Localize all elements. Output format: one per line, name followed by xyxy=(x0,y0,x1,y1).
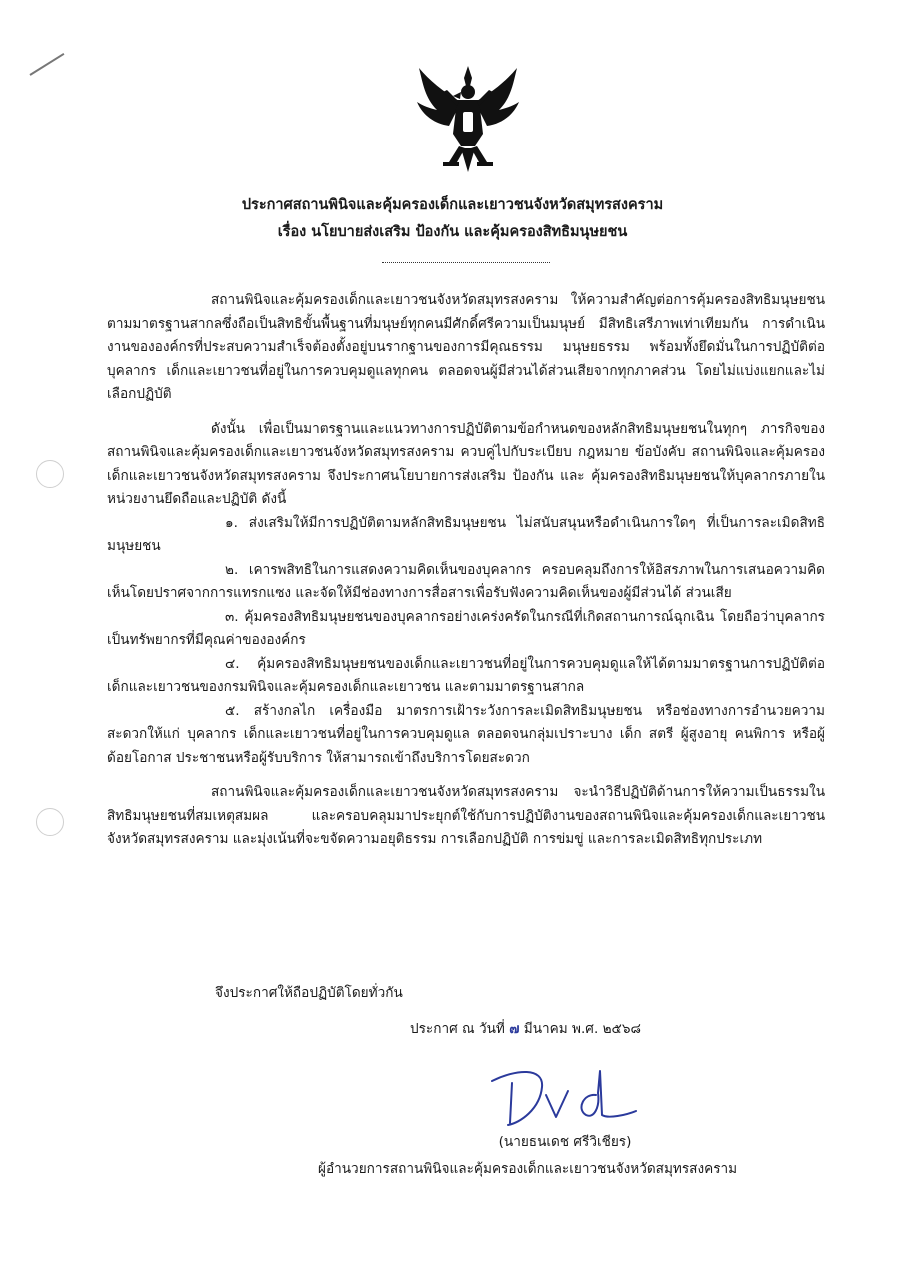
document-title: ประกาศสถานพินิจและคุ้มครองเด็กและเยาวชนจังหวัดสมุทรสงคราม xyxy=(241,197,664,213)
policy-item-5: ๕. สร้างกลไก เครื่องมือ มาตรการเฝ้าระวังการละเมิดสิทธิมนุษยชน หรือช่องทางการอำนวยความสะดวกให้แก่ บุคลากร เด็กและเยาวชนที่อยู่ในการควบคุมดูแล ตลอดจนกลุ่มเปราะบาง เด็ก สตรี ผู้สูงอายุ คนพิการ หรือผู้ด้อยโอกาส ประชาชนหรือผู้รับบริการ ให้สามารถเข้าถึงบริการโดยสะดวก xyxy=(107,702,825,766)
signer-name: (นายธนเดช ศรีวิเชียร) xyxy=(498,1134,632,1150)
date-prefix: ประกาศ ณ วันที่ xyxy=(410,1021,505,1037)
announce-line: จึงประกาศให้ถือปฏิบัติโดยทั่วกัน xyxy=(215,985,403,1001)
policy-item-3: ๓. คุ้มครองสิทธิมนุษยชนของบุคลากรอย่างเคร่งครัดในกรณีที่เกิดสถานการณ์ฉุกเฉิน โดยถือว่าบุคลากรเป็นทรัพยากรที่มีคุณค่าขององค์กร xyxy=(107,608,825,648)
signer-position: ผู้อำนวยการสถานพินิจและคุ้มครองเด็กและเยาวชนจังหวัดสมุทรสงคราม xyxy=(318,1161,738,1177)
punch-hole-upper xyxy=(36,460,64,488)
document-body xyxy=(107,289,825,852)
date-month-year: มีนาคม พ.ศ. ๒๕๖๘ xyxy=(523,1021,641,1037)
policy-item-1: ๑. ส่งเสริมให้มีการปฏิบัติตามหลักสิทธิมนุษยชน ไม่สนับสนุนหรือดำเนินการใดๆ ที่เป็นการละเมิดสิทธิมนุษยชน xyxy=(107,514,825,554)
dotted-divider xyxy=(382,262,550,263)
closing-paragraph: สถานพินิจและคุ้มครองเด็กและเยาวชนจังหวัดสมุทรสงคราม จะนำวิธีปฏิบัติด้านการให้ความเป็นธรรมในสิทธิมนุษยชนที่สมเหตุสมผล และครอบคลุมมาประยุกต์ใช้กับการปฏิบัติงานของสถานพินิจและคุ้มครองเด็กและเยาวชนจังหวัดสมุทรสงคราม และมุ่งเน้นที่จะขจัดความอยุติธรรม การเลือกปฏิบัติ การข่มขู่ และการละเมิดสิทธิทุกประเภท xyxy=(107,784,825,847)
policy-intro-paragraph: ดังนั้น เพื่อเป็นมาตรฐานและแนวทางการปฏิบัติตามข้อกำหนดของหลักสิทธิมนุษยชนในทุกๆ ภารกิจของสถานพินิจและคุ้มครองเด็กและเยาวชนจังหวัดสมุทรสงคราม ควบคู่ไปกับระเบียบ กฎหมาย ข้อบังคับ สถานพินิจและคุ้มครองเด็กและเยาวชนจังหวัดสมุทรสงคราม จึงประกาศนโยบายการส่งเสริม ป้องกัน และ คุ้มครองสิทธิมนุษยชนให้บุคลากรภายในหน่วยงานยึดถือและปฏิบัติ ดังนี้ xyxy=(107,420,825,507)
date-line xyxy=(410,1017,641,1039)
handwritten-signature xyxy=(486,1065,642,1137)
intro-paragraph: สถานพินิจและคุ้มครองเด็กและเยาวชนจังหวัดสมุทรสงคราม ให้ความสำคัญต่อการคุ้มครองสิทธิมนุษยชนตามมาตรฐานสากลซึ่งถือเป็นสิทธิขั้นพื้นฐานที่มนุษย์ทุกคนมีศักดิ์ศรีความเป็นมนุษย์ มีสิทธิเสรีภาพเท่าเทียมกัน การดำเนินงานขององค์กรที่ประสบความสำเร็จต้องตั้งอยู่บนรากฐานของการมีคุณธรรม มนุษยธรรม พร้อมทั้งยึดมั่นในการปฏิบัติต่อบุคลากร เด็กและเยาวชนที่อยู่ในการควบคุมดูแลทุกคน ตลอดจนผู้มีส่วนได้ส่วนเสียจากทุกภาคส่วน โดยไม่แบ่งแยกและไม่เลือกปฏิบัติ xyxy=(107,292,825,402)
garuda-emblem-icon xyxy=(413,62,523,174)
policy-item-4: ๔. คุ้มครองสิทธิมนุษยชนของเด็กและเยาวชนที่อยู่ในการควบคุมดูแลให้ได้ตามมาตรฐานการปฏิบัติต่อเด็กและเยาวชนของกรมพินิจและคุ้มครองเด็กและเยาวชน และตามมาตรฐานสากล xyxy=(107,655,825,695)
document-subject: เรื่อง นโยบายส่งเสริม ป้องกัน และคุ้มครองสิทธิมนุษยชน xyxy=(277,224,628,240)
punch-hole-lower xyxy=(36,808,64,836)
scan-mark xyxy=(29,53,64,76)
date-day: ๗ xyxy=(509,1021,520,1037)
policy-item-2: ๒. เคารพสิทธิในการแสดงความคิดเห็นของบุคลากร ครอบคลุมถึงการให้อิสรภาพในการเสนอความคิดเห็นโดยปราศจากการแทรกแซง และจัดให้มีช่องทางการสื่อสารเพื่อรับฟังความคิดเห็นของผู้มีส่วนได้ ส่วนเสีย xyxy=(107,561,825,601)
